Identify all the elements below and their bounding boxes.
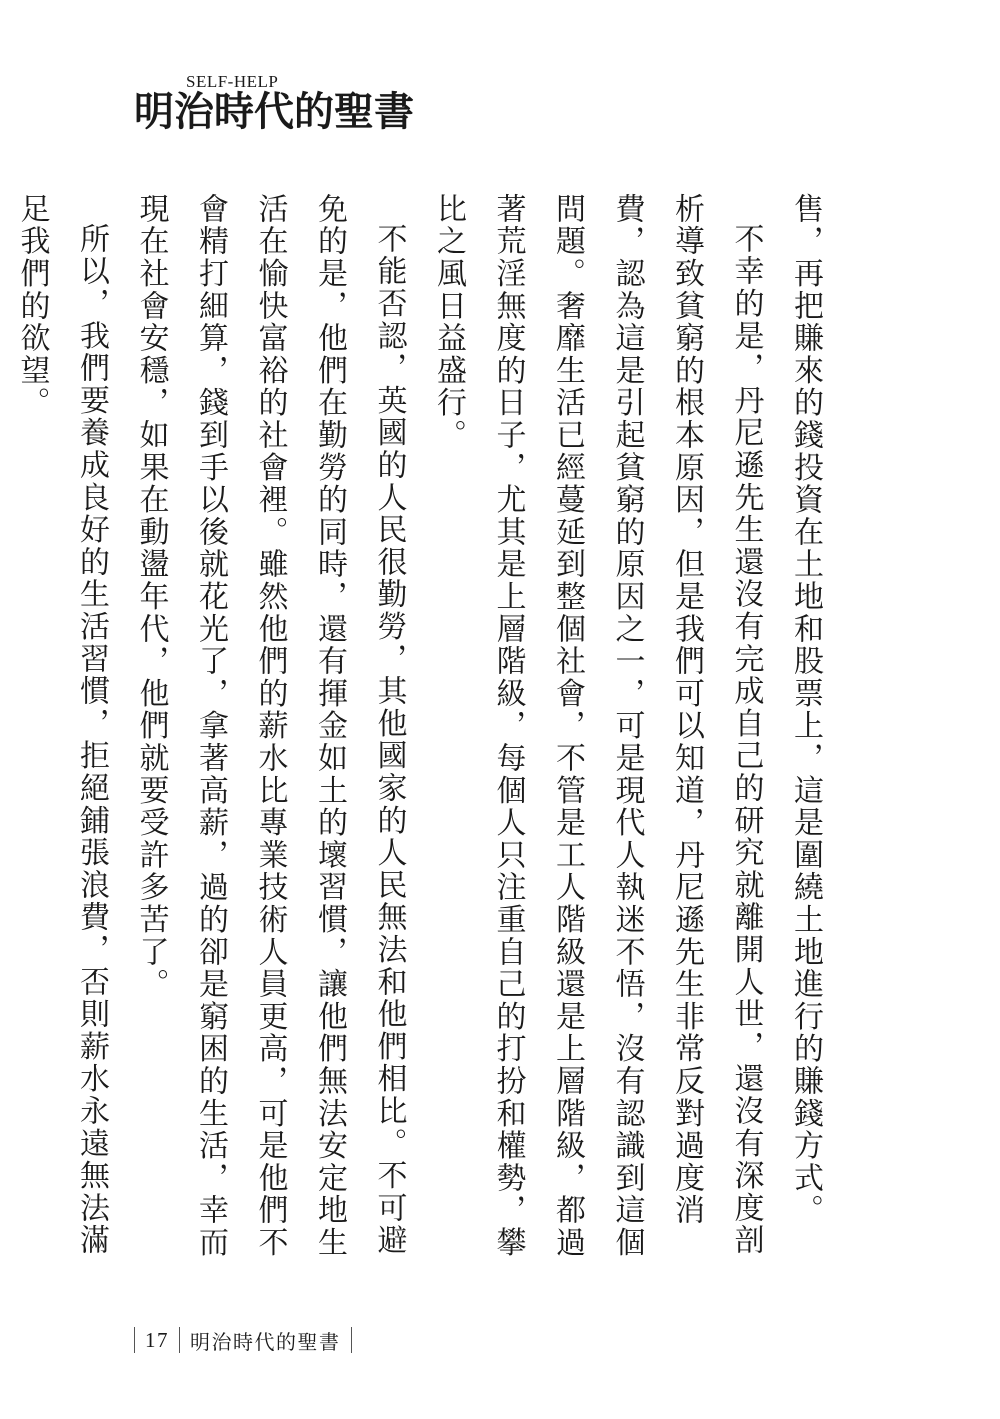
running-header bbox=[134, 72, 414, 142]
body-text bbox=[0, 193, 835, 1283]
paragraph bbox=[0, 193, 2, 1283]
paragraph: 不幸的是，丹尼遜先生還沒有完成自己的研究就離開人世，還沒有深度剖析導致貧窮的根本原因，但是我們可以知道，丹尼遜先生非常反對過度消費，認為這是引起貧窮的原因之一，可是現代人執迷不悟，沒有認識到這個問題。奢靡生活已經蔓延到整個社會，不管是工人階級還是上層階級，都過著荒淫無度的日子，尤其是上層階級，每個人只注重自己的打扮和權勢，攀比之風日益盛行。 bbox=[431, 193, 764, 1259]
footer-book-title: 明治時代的聖書 bbox=[190, 1329, 341, 1354]
header-subtitle: SELF-HELP bbox=[186, 72, 279, 91]
paragraph: 不能否認，英國的人民很勤勞，其他國家的人民無法和他們相比。不可避免的是，他們在勤勞的同時，還有揮金如土的壞習慣，讓他們無法安定地生活在愉快富裕的社會裡。雖然他們的薪水比專業技術人員更高，可是他們不會精打細算，錢到手以後就花光了，拿著高薪，過的卻是窮困的生活，幸而現在社會安穩，如果在動盪年代，他們就要受許多苦了。 bbox=[133, 193, 407, 1259]
page-footer bbox=[134, 1326, 352, 1354]
paragraph: 售，再把賺來的錢投資在土地和股票上，這是圍繞土地進行的賺錢方式。 bbox=[788, 193, 823, 1227]
page-number: 17 bbox=[145, 1327, 169, 1352]
footer-divider bbox=[351, 1327, 352, 1353]
header-title: 明治時代的聖書 bbox=[134, 88, 414, 135]
paragraph: 所以，我們要養成良好的生活習慣，拒絕鋪張浪費，否則薪水永遠無法滿足我們的欲望。 bbox=[14, 193, 109, 1257]
